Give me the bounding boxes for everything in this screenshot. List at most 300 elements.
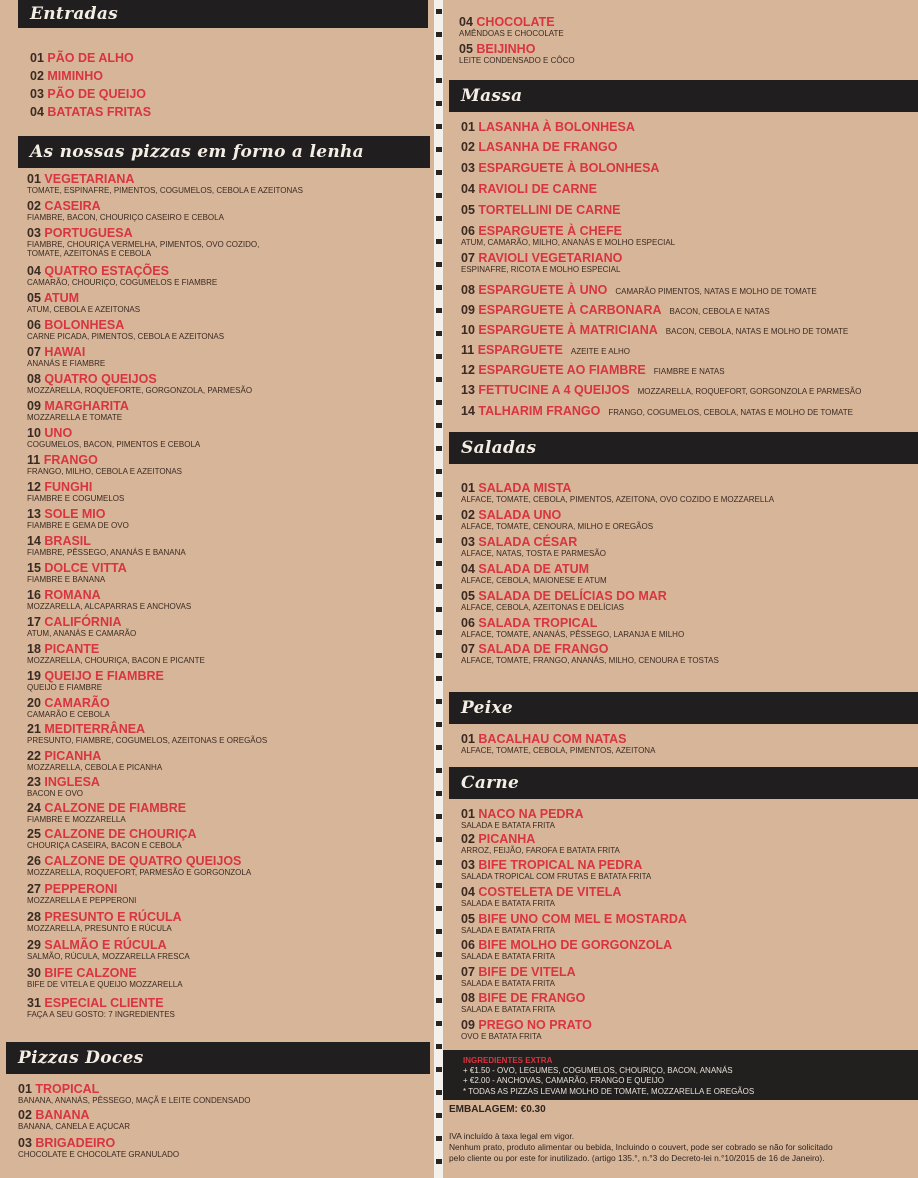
menu-item-title: MARGHARITA <box>44 399 129 413</box>
menu-item-description: MOZZARELLA, CEBOLA E PICANHA <box>27 763 163 772</box>
menu-item-number: 20 <box>27 696 45 710</box>
menu-item-number: 05 <box>27 291 44 305</box>
menu-item-pizzas <box>27 453 182 476</box>
menu-item-name <box>461 383 861 399</box>
menu-item-pizzas <box>27 996 175 1019</box>
menu-item-number: 09 <box>27 399 45 413</box>
menu-item-description: ATUM, ANANÁS E CAMARÃO <box>27 629 137 638</box>
menu-item-number: 05 <box>461 203 479 217</box>
menu-item-number: 13 <box>461 383 479 397</box>
menu-item-name <box>27 827 196 841</box>
menu-item-entradas <box>30 105 151 119</box>
menu-item-title: BIFE UNO COM MEL E MOSTARDA <box>478 912 687 926</box>
menu-item-description: ATUM, CEBOLA E AZEITONAS <box>27 305 141 314</box>
menu-item-pizzas <box>27 615 136 638</box>
menu-item-pizzas <box>27 722 267 745</box>
menu-item-name <box>27 426 200 440</box>
menu-item-name <box>27 345 105 359</box>
menu-item-title: UNO <box>44 426 73 440</box>
menu-item-title: CALZONE DE FIAMBRE <box>44 801 187 815</box>
menu-item-number: 14 <box>461 404 479 418</box>
menu-item-pizzas <box>27 669 164 692</box>
menu-item-number: 24 <box>27 801 45 815</box>
menu-item-name <box>459 42 575 56</box>
menu-item-name <box>27 480 124 494</box>
menu-item-name <box>27 966 183 980</box>
menu-item-number: 07 <box>461 251 479 265</box>
menu-item-title: SALADA TROPICAL <box>478 616 598 630</box>
menu-item-number: 06 <box>461 938 479 952</box>
menu-item-title: TALHARIM FRANGO <box>478 404 601 418</box>
menu-item-number: 06 <box>27 318 45 332</box>
menu-item-name <box>27 588 191 602</box>
menu-item-title: TROPICAL <box>35 1082 100 1096</box>
section-header-saladas: Saladas <box>449 432 918 464</box>
menu-item-massa <box>461 140 618 154</box>
menu-item-pizzas <box>27 318 224 341</box>
section-header-carne: Carne <box>449 767 918 799</box>
menu-item-name <box>461 182 597 196</box>
menu-item-description: BIFE DE VITELA E QUEIJO MOZZARELLA <box>27 980 183 989</box>
menu-item-title: VEGETARIANA <box>44 172 135 186</box>
menu-item-description: CHOCOLATE E CHOCOLATE GRANULADO <box>18 1150 180 1159</box>
spiral-binding <box>436 0 442 1178</box>
menu-item-title: BRIGADEIRO <box>35 1136 116 1150</box>
menu-item-saladas <box>461 508 653 531</box>
menu-item-title: SALADA DE DELÍCIAS DO MAR <box>478 589 667 603</box>
menu-item-description: FIAMBRE E BANANA <box>27 575 106 584</box>
menu-item-carne <box>461 807 584 830</box>
menu-item-name <box>27 534 186 548</box>
menu-item-number: 02 <box>461 508 479 522</box>
menu-item-pizzas <box>27 426 200 449</box>
menu-item-number: 27 <box>27 882 45 896</box>
menu-item-massa <box>461 203 621 217</box>
menu-item-description: ALFACE, TOMATE, ANANÁS, PÊSSEGO, LARANJA E MILHO <box>461 630 685 639</box>
menu-item-name <box>27 615 136 629</box>
menu-item-pizzas <box>27 199 224 222</box>
menu-item-description: SALADA E BATATA FRITA <box>461 952 555 961</box>
menu-item-name <box>461 732 655 746</box>
menu-item-description: CAMARÃO, CHOURIÇO, COGUMELOS E FIAMBRE <box>27 278 218 287</box>
menu-item-carne <box>461 885 621 908</box>
menu-item-number: 07 <box>461 965 479 979</box>
menu-item-title: BIFE CALZONE <box>44 966 137 980</box>
menu-item-name <box>461 508 653 522</box>
menu-item-name <box>461 323 848 339</box>
menu-item-pizzas <box>27 372 252 395</box>
menu-item-name <box>461 589 667 603</box>
menu-item-number: 02 <box>18 1108 36 1122</box>
menu-item-title: SALADA DE FRANGO <box>478 642 609 656</box>
menu-item-name <box>461 535 606 549</box>
menu-item-number: 03 <box>27 226 45 240</box>
menu-item-number: 04 <box>30 105 48 119</box>
menu-item-title: BRASIL <box>44 534 91 548</box>
menu-item-pizzas <box>27 854 251 877</box>
menu-item-number: 03 <box>461 161 479 175</box>
section-header-pizzas-doces: Pizzas Doces <box>6 1042 430 1074</box>
menu-item-description: SALADA E BATATA FRITA <box>461 899 555 908</box>
menu-item-title: LASANHA DE FRANGO <box>478 140 618 154</box>
menu-item-description: CAMARÃO E CEBOLA <box>27 710 110 719</box>
menu-item-title: BIFE TROPICAL NA PEDRA <box>478 858 643 872</box>
menu-item-number: 06 <box>461 224 479 238</box>
menu-item-number: 05 <box>459 42 477 56</box>
menu-item-name <box>459 15 564 29</box>
menu-item-carne <box>461 912 687 935</box>
menu-item-description: MOZZARELLA E TOMATE <box>27 413 123 422</box>
menu-item-pizzas <box>27 696 110 719</box>
menu-item-title: NACO NA PEDRA <box>478 807 584 821</box>
extras-line-3: * TODAS AS PIZZAS LEVAM MOLHO DE TOMATE, MOZZARELLA E OREGÃOS <box>463 1087 755 1096</box>
menu-item-saladas <box>461 589 667 612</box>
menu-item-name <box>461 404 853 420</box>
menu-item-description: FIAMBRE, BACON, CHOURIÇO CASEIRO E CEBOLA <box>27 213 224 222</box>
menu-item-number: 04 <box>461 562 479 576</box>
menu-item-title: ESPARGUETE À BOLONHESA <box>478 161 660 175</box>
menu-item-number: 15 <box>27 561 45 575</box>
menu-item-description: SALMÃO, RÚCULA, MOZZARELLA FRESCA <box>27 952 190 961</box>
menu-item-description: ALFACE, CEBOLA, MAIONESE E ATUM <box>461 576 607 585</box>
menu-item-title: CALZONE DE CHOURIÇA <box>44 827 197 841</box>
menu-item-number: 16 <box>27 588 45 602</box>
menu-item-title: HAWAI <box>44 345 86 359</box>
menu-item-title: QUATRO ESTAÇÕES <box>44 264 169 278</box>
section-header-entradas: Entradas <box>18 0 428 28</box>
menu-item-title: PEPPERONI <box>44 882 118 896</box>
menu-item-number: 04 <box>459 15 477 29</box>
menu-item-title: ESPARGUETE À CARBONARA <box>478 303 662 317</box>
menu-item-description: ALFACE, NATAS, TOSTA E PARMESÃO <box>461 549 606 558</box>
menu-item-number: 08 <box>461 283 479 297</box>
menu-item-number: 18 <box>27 642 45 656</box>
menu-item-name <box>27 561 127 575</box>
extras-title: INGREDIENTES EXTRA <box>463 1056 553 1065</box>
menu-item-number: 02 <box>30 69 48 83</box>
menu-item-pizzas <box>27 966 183 989</box>
menu-item-title: PICANHA <box>478 832 536 846</box>
menu-item-name <box>27 291 140 305</box>
menu-item-carne <box>461 832 620 855</box>
menu-item-description: ATUM, CAMARÃO, MILHO, ANANÁS E MOLHO ESPECIAL <box>461 238 676 247</box>
menu-item-number: 04 <box>461 182 479 196</box>
menu-item-description: FAÇA A SEU GOSTO: 7 INGREDIENTES <box>27 1010 175 1019</box>
menu-item-description: BANANA, CANELA E AÇUCAR <box>18 1122 131 1131</box>
menu-item-number: 25 <box>27 827 45 841</box>
menu-item-title: ESPARGUETE À CHEFE <box>478 224 622 238</box>
footer-line-3: pelo cliente ou por este for inutilizado. (artigo 135.°, n.°3 do Decreto-lei n.°10/2015 de 16 de Janeiro). <box>449 1153 825 1163</box>
menu-item-title: ESPARGUETE AO FIAMBRE <box>478 363 646 377</box>
menu-item-name <box>461 161 659 175</box>
menu-item-massa <box>461 161 659 175</box>
menu-item-description: FIAMBRE E GEMA DE OVO <box>27 521 129 530</box>
menu-item-name <box>27 264 217 278</box>
menu-item-description: BACON, CEBOLA, NATAS E MOLHO DE TOMATE <box>665 327 849 336</box>
menu-item-title: ESPARGUETE À MATRICIANA <box>478 323 658 337</box>
menu-item-number: 07 <box>461 642 479 656</box>
menu-item-title: PREGO NO PRATO <box>478 1018 592 1032</box>
menu-item-title: CALIFÓRNIA <box>44 615 122 629</box>
menu-item-number: 01 <box>30 51 48 65</box>
menu-item-description: SALADA E BATATA FRITA <box>461 979 555 988</box>
menu-item-doces <box>18 1108 130 1131</box>
footer-line-1: IVA incluído à taxa legal em vigor. <box>449 1131 575 1141</box>
menu-item-description: CHOURIÇA CASEIRA, BACON E CEBOLA <box>27 841 182 850</box>
extras-line-2: + €2.00 - ANCHOVAS, CAMARÃO, FRANGO E QUEIJO <box>463 1076 665 1085</box>
menu-item-doces <box>459 42 575 65</box>
menu-item-number: 12 <box>461 363 479 377</box>
menu-item-name <box>30 87 146 101</box>
menu-item-name <box>461 912 687 926</box>
menu-item-pizzas <box>27 749 162 772</box>
menu-item-pizzas <box>27 827 196 850</box>
menu-item-number: 12 <box>27 480 45 494</box>
menu-item-name <box>30 105 151 119</box>
menu-item-description: CARNE PICADA, PIMENTOS, CEBOLA E AZEITONAS <box>27 332 225 341</box>
menu-item-title: PICANHA <box>44 749 102 763</box>
menu-item-name <box>461 303 770 319</box>
menu-item-massa <box>461 303 770 319</box>
menu-item-description: MOZZARELLA, ALCAPARRAS E ANCHOVAS <box>27 602 192 611</box>
menu-item-name <box>27 722 267 736</box>
menu-item-number: 07 <box>27 345 45 359</box>
menu-item-description: MOZZARELLA E PEPPERONI <box>27 896 137 905</box>
menu-item-description: ALFACE, TOMATE, CEBOLA, PIMENTOS, AZEITONA, OVO COZIDO E MOZZARELLA <box>461 495 775 504</box>
menu-item-description: MOZZARELLA, CHOURIÇA, BACON E PICANTE <box>27 656 205 665</box>
menu-item-massa <box>461 404 853 420</box>
menu-item-title: ESPARGUETE <box>477 343 563 357</box>
menu-item-number: 05 <box>461 589 479 603</box>
menu-item-description: MOZZARELLA, ROQUEFORTE, GORGONZOLA, PARMESÃO <box>27 386 253 395</box>
menu-item-title: SALADA DE ATUM <box>478 562 590 576</box>
menu-item-pizzas <box>27 775 100 798</box>
menu-item-name <box>18 1136 179 1150</box>
menu-item-pizzas <box>27 264 217 287</box>
menu-item-name <box>461 120 635 134</box>
menu-item-description: COGUMELOS, BACON, PIMENTOS E CEBOLA <box>27 440 201 449</box>
menu-item-title: MEDITERRÂNEA <box>44 722 146 736</box>
menu-item-name <box>461 642 719 656</box>
menu-item-name <box>461 224 675 238</box>
menu-item-name <box>30 69 103 83</box>
menu-item-name <box>461 251 622 265</box>
menu-item-number: 10 <box>461 323 479 337</box>
menu-item-description: BACON, CEBOLA E NATAS <box>669 307 770 316</box>
menu-item-pizzas <box>27 882 136 905</box>
menu-item-title: BANANA <box>35 1108 90 1122</box>
menu-item-name <box>461 991 585 1005</box>
menu-item-name <box>461 832 620 846</box>
menu-item-name <box>27 854 251 868</box>
menu-item-number: 04 <box>27 264 45 278</box>
menu-item-name <box>27 669 164 683</box>
menu-item-saladas <box>461 535 606 558</box>
menu-item-title: SALADA UNO <box>478 508 562 522</box>
menu-item-number: 30 <box>27 966 45 980</box>
menu-item-description: AZEITE E ALHO <box>570 347 631 356</box>
menu-item-description: CAMARÃO PIMENTOS, NATAS E MOLHO DE TOMATE <box>615 287 817 296</box>
menu-item-title: BACALHAU COM NATAS <box>478 732 627 746</box>
menu-item-title: CAMARÃO <box>44 696 110 710</box>
menu-item-description: TOMATE, AZEITONAS E CEBOLA <box>27 249 152 258</box>
menu-item-massa <box>461 283 817 299</box>
menu-item-description: FIAMBRE E MOZZARELLA <box>27 815 126 824</box>
menu-item-description: MOZZARELLA, PRESUNTO E RÚCULA <box>27 924 172 933</box>
menu-item-title: BIFE DE FRANGO <box>478 991 586 1005</box>
menu-item-name <box>461 343 630 359</box>
menu-item-title: FRANGO <box>43 453 98 467</box>
menu-item-description: ESPINAFRE, RICOTA E MOLHO ESPECIAL <box>461 265 621 274</box>
menu-item-number: 06 <box>461 616 479 630</box>
menu-item-number: 10 <box>27 426 45 440</box>
menu-item-number: 29 <box>27 938 45 952</box>
menu-item-name <box>27 910 182 924</box>
menu-item-title: FETTUCINE A 4 QUEIJOS <box>478 383 630 397</box>
menu-item-name <box>27 749 162 763</box>
menu-item-title: TORTELLINI DE CARNE <box>478 203 621 217</box>
menu-item-massa <box>461 224 675 247</box>
menu-item-massa <box>461 120 635 134</box>
menu-item-description: SALADA E BATATA FRITA <box>461 821 555 830</box>
menu-item-name <box>461 203 621 217</box>
menu-item-number: 03 <box>461 535 479 549</box>
menu-item-number: 31 <box>27 996 45 1010</box>
menu-item-name <box>461 363 725 379</box>
menu-item-title: QUATRO QUEIJOS <box>44 372 157 386</box>
menu-item-name <box>27 199 224 213</box>
menu-item-pizzas <box>27 480 124 503</box>
menu-item-title: SOLE MIO <box>44 507 106 521</box>
menu-item-number: 01 <box>461 807 479 821</box>
menu-item-number: 02 <box>461 140 479 154</box>
menu-item-massa <box>461 251 622 274</box>
menu-item-title: SALMÃO E RÚCULA <box>44 938 167 952</box>
menu-item-description: FIAMBRE, CHOURIÇA VERMELHA, PIMENTOS, OVO COZIDO, <box>27 240 260 249</box>
menu-item-number: 03 <box>461 858 479 872</box>
menu-item-title: RAVIOLI DE CARNE <box>478 182 597 196</box>
menu-item-carne <box>461 991 585 1014</box>
menu-item-description: BANANA, ANANÁS, PÊSSEGO, MAÇÃ E LEITE CONDENSADO <box>18 1096 251 1105</box>
menu-item-name <box>461 481 774 495</box>
menu-item-number: 22 <box>27 749 45 763</box>
menu-item-number: 01 <box>461 481 479 495</box>
menu-item-description: AMÊNDOAS E CHOCOLATE <box>459 29 564 38</box>
menu-item-massa <box>461 363 725 379</box>
menu-item-title: CASEIRA <box>44 199 101 213</box>
menu-item-number: 08 <box>27 372 45 386</box>
menu-item-number: 19 <box>27 669 45 683</box>
menu-item-title: RAVIOLI VEGETARIANO <box>478 251 623 265</box>
menu-item-carne <box>461 858 651 881</box>
menu-item-description: MOZZARELLA, ROQUEFORT, PARMESÃO E GORGONZOLA <box>27 868 252 877</box>
menu-item-description: MOZZARELLA, ROQUEFORT, GORGONZOLA E PARMESÃO <box>637 387 862 396</box>
menu-item-name <box>27 453 182 467</box>
menu-item-description: OVO E BATATA FRITA <box>461 1032 542 1041</box>
menu-item-title: PÃO DE ALHO <box>47 51 134 65</box>
menu-item-description: ARROZ, FEIJÃO, FAROFA E BATATA FRITA <box>461 846 620 855</box>
menu-item-entradas <box>30 87 146 101</box>
menu-item-number: 03 <box>30 87 48 101</box>
menu-item-number: 14 <box>27 534 45 548</box>
menu-item-description: ALFACE, TOMATE, FRANGO, ANANÁS, MILHO, CENOURA E TOSTAS <box>461 656 719 665</box>
menu-item-title: ESPECIAL CLIENTE <box>44 996 164 1010</box>
menu-item-pizzas <box>27 910 182 933</box>
menu-item-saladas <box>461 616 684 639</box>
menu-item-description: TOMATE, ESPINAFRE, PIMENTOS, COGUMELOS, CEBOLA E AZEITONAS <box>27 186 303 195</box>
menu-item-pizzas <box>27 938 190 961</box>
menu-item-description: FIAMBRE, PÊSSEGO, ANANÁS E BANANA <box>27 548 186 557</box>
menu-item-description: ANANÁS E FIAMBRE <box>27 359 106 368</box>
menu-item-saladas <box>461 481 774 504</box>
menu-item-description: FIAMBRE E COGUMELOS <box>27 494 125 503</box>
menu-item-name <box>461 562 607 576</box>
menu-item-number: 28 <box>27 910 45 924</box>
menu-item-name <box>461 283 817 299</box>
menu-item-saladas <box>461 642 719 665</box>
menu-item-entradas <box>30 69 103 83</box>
menu-item-entradas <box>30 51 134 65</box>
footer-line-2: Nenhum prato, produto alimentar ou bebida, Incluindo o couvert, pode ser cobrado se não for solicitado <box>449 1142 833 1152</box>
menu-item-number: 01 <box>18 1082 36 1096</box>
menu-item-title: LASANHA À BOLONHESA <box>478 120 635 134</box>
menu-item-name <box>30 51 134 65</box>
menu-item-title: BIFE DE VITELA <box>478 965 576 979</box>
menu-item-name <box>27 882 136 896</box>
menu-item-pizzas <box>27 226 259 258</box>
menu-item-name <box>18 1082 251 1096</box>
menu-item-name <box>27 938 190 952</box>
menu-item-saladas <box>461 562 607 585</box>
menu-item-pizzas <box>27 291 140 314</box>
menu-item-number: 13 <box>27 507 45 521</box>
menu-item-title: SALADA CÉSAR <box>478 535 578 549</box>
menu-item-name <box>461 616 684 630</box>
menu-item-number: 11 <box>461 343 478 357</box>
menu-item-name <box>27 172 303 186</box>
menu-item-name <box>27 801 186 815</box>
menu-item-title: BOLONHESA <box>44 318 125 332</box>
menu-item-description: ALFACE, TOMATE, CEBOLA, PIMENTOS, AZEITONA <box>461 746 656 755</box>
menu-item-massa <box>461 182 597 196</box>
menu-item-pizzas <box>27 507 129 530</box>
menu-item-pizzas <box>27 399 129 422</box>
section-header-massa: Massa <box>449 80 918 112</box>
menu-item-description: BACON E OVO <box>27 789 84 798</box>
menu-item-name <box>27 226 259 240</box>
menu-item-number: 01 <box>461 732 479 746</box>
menu-item-pizzas <box>27 588 191 611</box>
menu-item-carne <box>461 1018 592 1041</box>
menu-item-title: QUEIJO E FIAMBRE <box>44 669 164 683</box>
menu-item-description: SALADA E BATATA FRITA <box>461 926 555 935</box>
menu-item-massa <box>461 323 848 339</box>
menu-item-name <box>461 858 651 872</box>
menu-item-description: FRANGO, COGUMELOS, CEBOLA, NATAS E MOLHO DE TOMATE <box>608 408 854 417</box>
menu-item-name <box>461 938 672 952</box>
menu-item-carne <box>461 938 672 961</box>
menu-item-title: BIFE MOLHO DE GORGONZOLA <box>478 938 673 952</box>
menu-item-name <box>461 140 618 154</box>
menu-item-title: DOLCE VITTA <box>44 561 127 575</box>
menu-item-title: ESPARGUETE À UNO <box>478 283 608 297</box>
menu-item-description: ALFACE, TOMATE, CENOURA, MILHO E OREGÃOS <box>461 522 654 531</box>
menu-item-pizzas <box>27 561 127 584</box>
section-header-peixe: Peixe <box>449 692 918 724</box>
menu-item-number: 17 <box>27 615 45 629</box>
menu-item-title: PORTUGUESA <box>44 226 133 240</box>
menu-item-number: 26 <box>27 854 45 868</box>
